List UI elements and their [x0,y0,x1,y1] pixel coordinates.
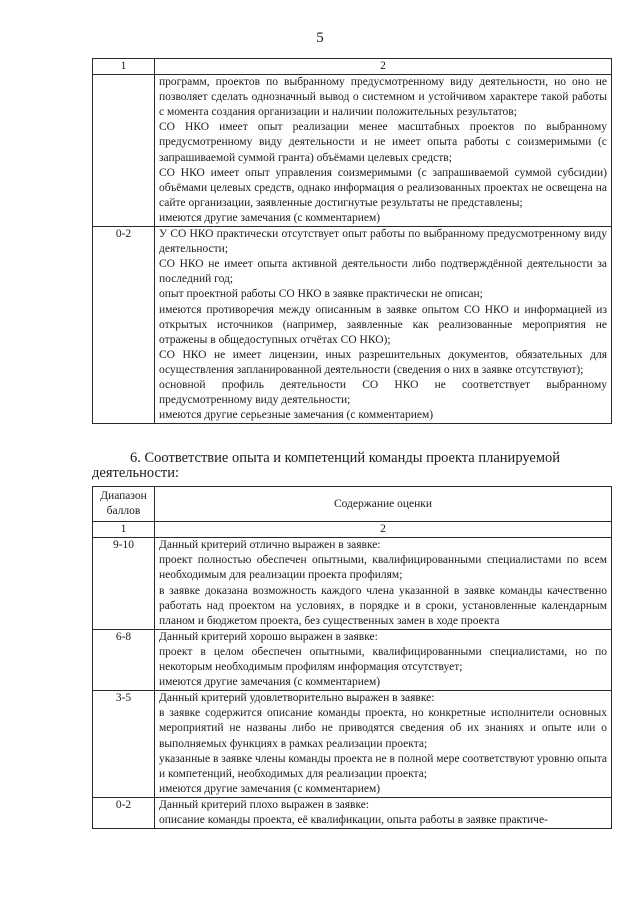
criteria-table-5-continued [92,58,612,424]
table-header-row [93,59,612,75]
content-line: У СО НКО практически отсутствует опыт работы по выбранному предусмотренному виду деятельности; [159,228,607,256]
content-line: описание команды проекта, её квалификации, опыта работы в заявке практиче- [159,813,548,826]
section-6-heading [92,451,612,481]
content-line: программ, проектов по выбранному предусмотренному виду деятельности, но оно не позволяет сделать однозначный вывод о системном и устойчивом характере такой работы с момента создания организации и наличии положительных результатов; [159,76,607,119]
score-range: 6-8 [93,629,155,690]
content-line: имеются противоречия между описанным в заявке опытом СО НКО и информацией из открытых источников (например, заявленные как реализованные мероприятия не отражены в общедоступных отчётах СО НКО); [159,303,607,346]
content-line: Данный критерий хорошо выражен в заявке: [159,630,378,643]
page-number: 5 [316,30,324,46]
table-row [93,629,612,690]
table-row [93,538,612,630]
criteria-table-6 [92,486,612,829]
table-row [93,75,612,227]
content-line: Данный критерий плохо выражен в заявке: [159,798,370,811]
content-line: проект в целом обеспечен опытными, квалифицированными специалистами, но по некоторым необходимым профилям информация отсутствует; [159,645,607,674]
column-number-2: 2 [155,59,612,75]
evaluation-content [155,538,612,630]
table-row [93,691,612,798]
content-line: Данный критерий отлично выражен в заявке: [159,539,381,552]
content-line: основной профиль деятельности СО НКО не соответствует выбранному предусмотренному виду деятельности; [159,378,607,407]
content-line: в заявке содержится описание команды проекта, но конкретные исполнители основных мероприятий не названы либо не приводятся сведения об их знаниях и опыте или о выполняемых функциях в рамках реализации проекта; [159,707,607,750]
column-number-2: 2 [155,522,612,538]
score-range [93,75,155,227]
content-line: имеются другие замечания (с комментарием) [159,211,381,224]
evaluation-content [155,227,612,424]
column-number-1: 1 [93,522,155,538]
content-line: имеются другие замечания (с комментарием) [159,676,381,689]
evaluation-content [155,75,612,227]
column-header-content: Содержание оценки [155,487,612,522]
evaluation-content [155,691,612,798]
content-line: имеются другие серьезные замечания (с комментарием) [159,409,434,422]
content-line: имеются другие замечания (с комментарием) [159,782,381,795]
content-line: указанные в заявке члены команды проекта не в полной мере соответствуют уровню опыта и компетенций, необходимых для реализации проекта; [159,752,607,780]
content-line: СО НКО имеет опыт реализации менее масштабных проектов по выбранному предусмотренному виду деятельности и не имеет опыта работы с соизмеримыми (с запрашиваемой суммой гранта) объёмами целевых средств; [159,121,607,164]
score-range: 0-2 [93,227,155,424]
evaluation-content [155,797,612,828]
content-line: в заявке доказана возможность каждого члена указанной в заявке команды качественно работать над проектом на условиях, в порядке и в сроки, установленные календарным планом и бюджетом проекта, без существенных замен в ходе проекта [159,584,607,627]
content-line: СО НКО не имеет лицензии, иных разрешительных документов, обязательных для осуществления запланированной деятельности (сведения о них в заявке отсутствуют); [159,348,607,376]
score-range: 9-10 [93,538,155,630]
content-line: проект полностью обеспечен опытными, квалифицированными специалистами по всем необходимым для реализации проекта профилям; [159,554,607,582]
content-line: опыт проектной работы СО НКО в заявке практически не описан; [159,288,483,301]
section-heading-line: деятельности: [92,465,180,481]
evaluation-content [155,629,612,690]
table-row [93,227,612,424]
section-heading-line: 6. Соответствие опыта и компетенций команды проекта планируемой [130,450,561,466]
score-range: 0-2 [93,797,155,828]
column-number-1: 1 [93,59,155,75]
score-range: 3-5 [93,691,155,798]
content-line: Данный критерий удовлетворительно выражен в заявке: [159,692,435,705]
table-row [93,797,612,828]
content-line: СО НКО имеет опыт управления соизмеримыми (с запрашиваемой суммой субсидии) объёмами целевых средств, однако информация о реализованных проектах не освещена на сайте организации, заявленные достигнутые результаты не представлены; [159,166,607,209]
content-line: СО НКО не имеет опыта активной деятельности либо подтверждённой деятельности за последний год; [159,258,607,286]
column-header-score-range: Диапазон баллов [93,487,155,522]
table-header-row [93,487,612,522]
table-number-row [93,522,612,538]
